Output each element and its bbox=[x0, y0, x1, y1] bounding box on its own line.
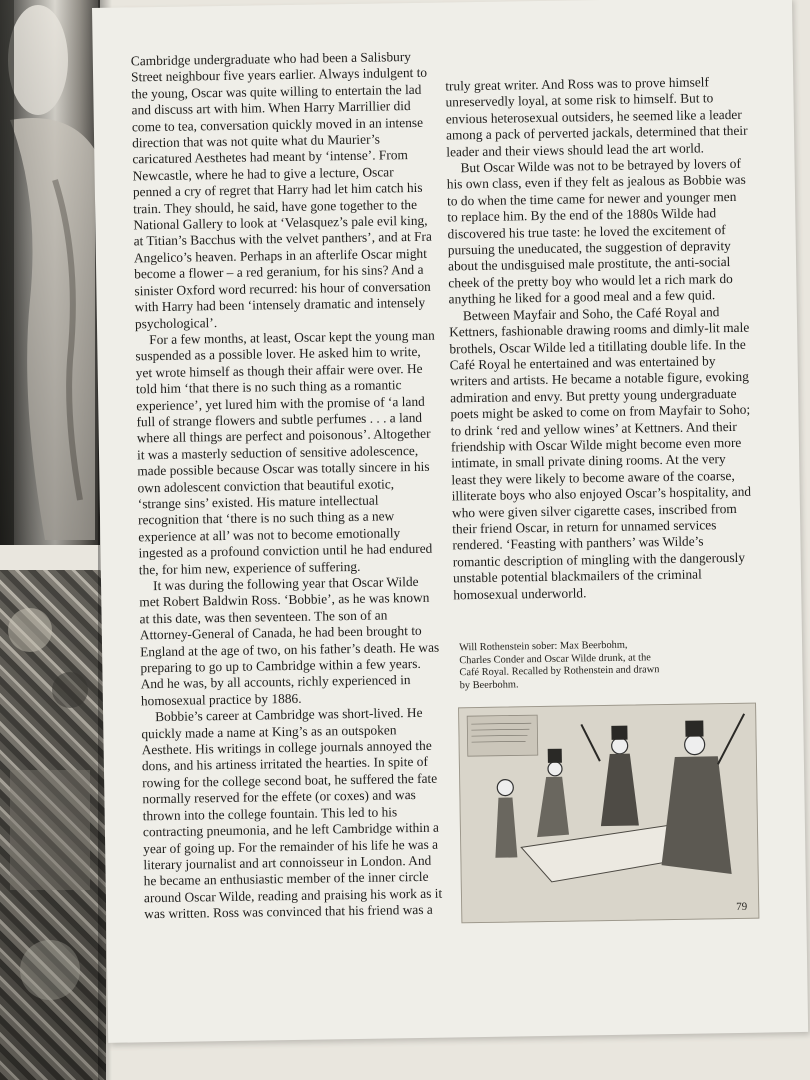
paragraph: Between Mayfair and Soho, the Café Royal and Kettners, fashionable drawing rooms and dimly-lit male brothels, Oscar Wilde led a titillating double life. In the Café Royal he entertained and was entertained by writers and artists. He became a notable figure, evoking admiration and envy. But pretty young undergraduate poets might be asked to come on from Mayfair to Soho; to drink ‘red and yellow wines’ at Kettners. And their friendship with Oscar Wilde might become even more intimate, in small private dining rooms. At the very least they were likely to become aware of the coarse, illiterate boys who also enjoyed Oscar’s hospitality, and who were given silver cigarette cases, inscribed from their friend Oscar, in return for unnamed services rendered. ‘Feasting with panthers’ was Wilde’s romantic description of mingling with the dangerously unstable potential blackmailers of the criminal homosexual underworld. bbox=[449, 303, 752, 602]
statue-photograph bbox=[0, 0, 100, 545]
paragraph: Bobbie’s career at Cambridge was short-lived. He quickly made a name at King’s as an outspoken Aesthete. His writings in college journals annoyed the dons, and his artiness irritated the hearties. In spite of rowing for the college second boat, he suffered the fate normally reserved for the effete (or coxes) and was thrown into the college fountain. This led to his contracting pneumonia, and he left Cambridge within a year of going up. For the remainder of his life he was a literary journalist and art connoisseur in London. And he became an enthusiastic member of the inner circle around Oscar Wilde, reading and praising his work as it was written. Ross was convinced that his friend was a bbox=[141, 705, 443, 922]
illustration-caption: Will Rothenstein sober: Max Beerbohm, Charles Conder and Oscar Wilde drunk, at the Café Royal. Recalled by Rothenstein and drawn by Beerbohm. bbox=[459, 639, 660, 692]
interior-photograph bbox=[0, 570, 106, 1080]
book-page bbox=[92, 0, 808, 1043]
paragraph: For a few months, at least, Oscar kept the young man suspended as a possible lover. He asked him to write, yet wrote himself as though their affair were over. He told him ‘that there is no such thing as a romantic experience’, yet lured him with the promise of ‘a land full of strange flowers and subtle perfumes . . . a land where all things are perfect and poisonous’. Altogether it was a masterly seduction of sensitive adolescence, made possible because Oscar was totally sincere in his own adolescent conviction that beautiful exotic, ‘strange sins’ existed. His mature intellectual recognition that ‘there is no such thing as a new experience at all’ was not to become emotionally ingested as a profound conviction until he had endured the, for him new, experience of suffering. bbox=[135, 327, 435, 577]
paragraph: truly great writer. And Ross was to prove himself unreservedly loyal, at some risk to himself. But to envious heterosexual outsiders, he seemed like a leader among a pack of perverted jackals, determined that their leader and their views should lead the art world. bbox=[445, 74, 748, 160]
paragraph: But Oscar Wilde was not to be betrayed by lovers of his own class, even if they felt as jealous as Bobbie was to do when the time came for newer and younger men to replace him. By the end of the 1880s Wilde had discovered his true taste: he loved the excitement of pursuing the uneducated, the suggestion of depravity about the undisguised male prostitute, the anti-social cheek of the pretty boy who would let a rich mark do anything he liked for a good meal and a few quid. bbox=[446, 155, 746, 307]
beerbohm-cartoon bbox=[458, 703, 759, 924]
cartoon-drawing bbox=[459, 704, 758, 923]
left-text-column bbox=[131, 49, 445, 923]
facing-page-photographs bbox=[0, 0, 108, 1080]
paragraph: It was during the following year that Oscar Wilde met Robert Baldwin Ross. ‘Bobbie’, as he was known at this date, was then seventeen. The son of an Attorney-General of Canada, he had been brought to England at the age of two, on his father’s death. He was preparing to go up to Cambridge within a few years. And he was, by all accounts, richly experienced in homosexual practice by 1886. bbox=[139, 573, 440, 709]
paragraph: Cambridge undergraduate who had been a Salisbury Street neighbour five years earlier. Always indulgent to the young, Oscar was quite willing to entertain the lad and discuss art with him. When Harry Marrillier did come to tea, conversation quickly moved in an intense direction that was not quite what du Maurier’s caricatured Aesthetes had meant by ‘intense’. From Newcastle, where he had to give a lecture, Oscar penned a cry of regret that Harry had let him catch his train. They should, he said, have gone together to the National Gallery to look at ‘Velasquez’s pale evil king, at Titian’s Bacchus with the velvet panthers’, and at Fra Angelico’s heaven. Perhaps in an afterlife Oscar might become a flower – a red geranium, for his sins? And a sinister Oxford word recurred: his hour of conversation with Harry had been ‘intensely dramatic and intensely psychological’. bbox=[130, 48, 433, 331]
right-text-column bbox=[445, 74, 755, 604]
page-number: 79 bbox=[736, 900, 748, 913]
